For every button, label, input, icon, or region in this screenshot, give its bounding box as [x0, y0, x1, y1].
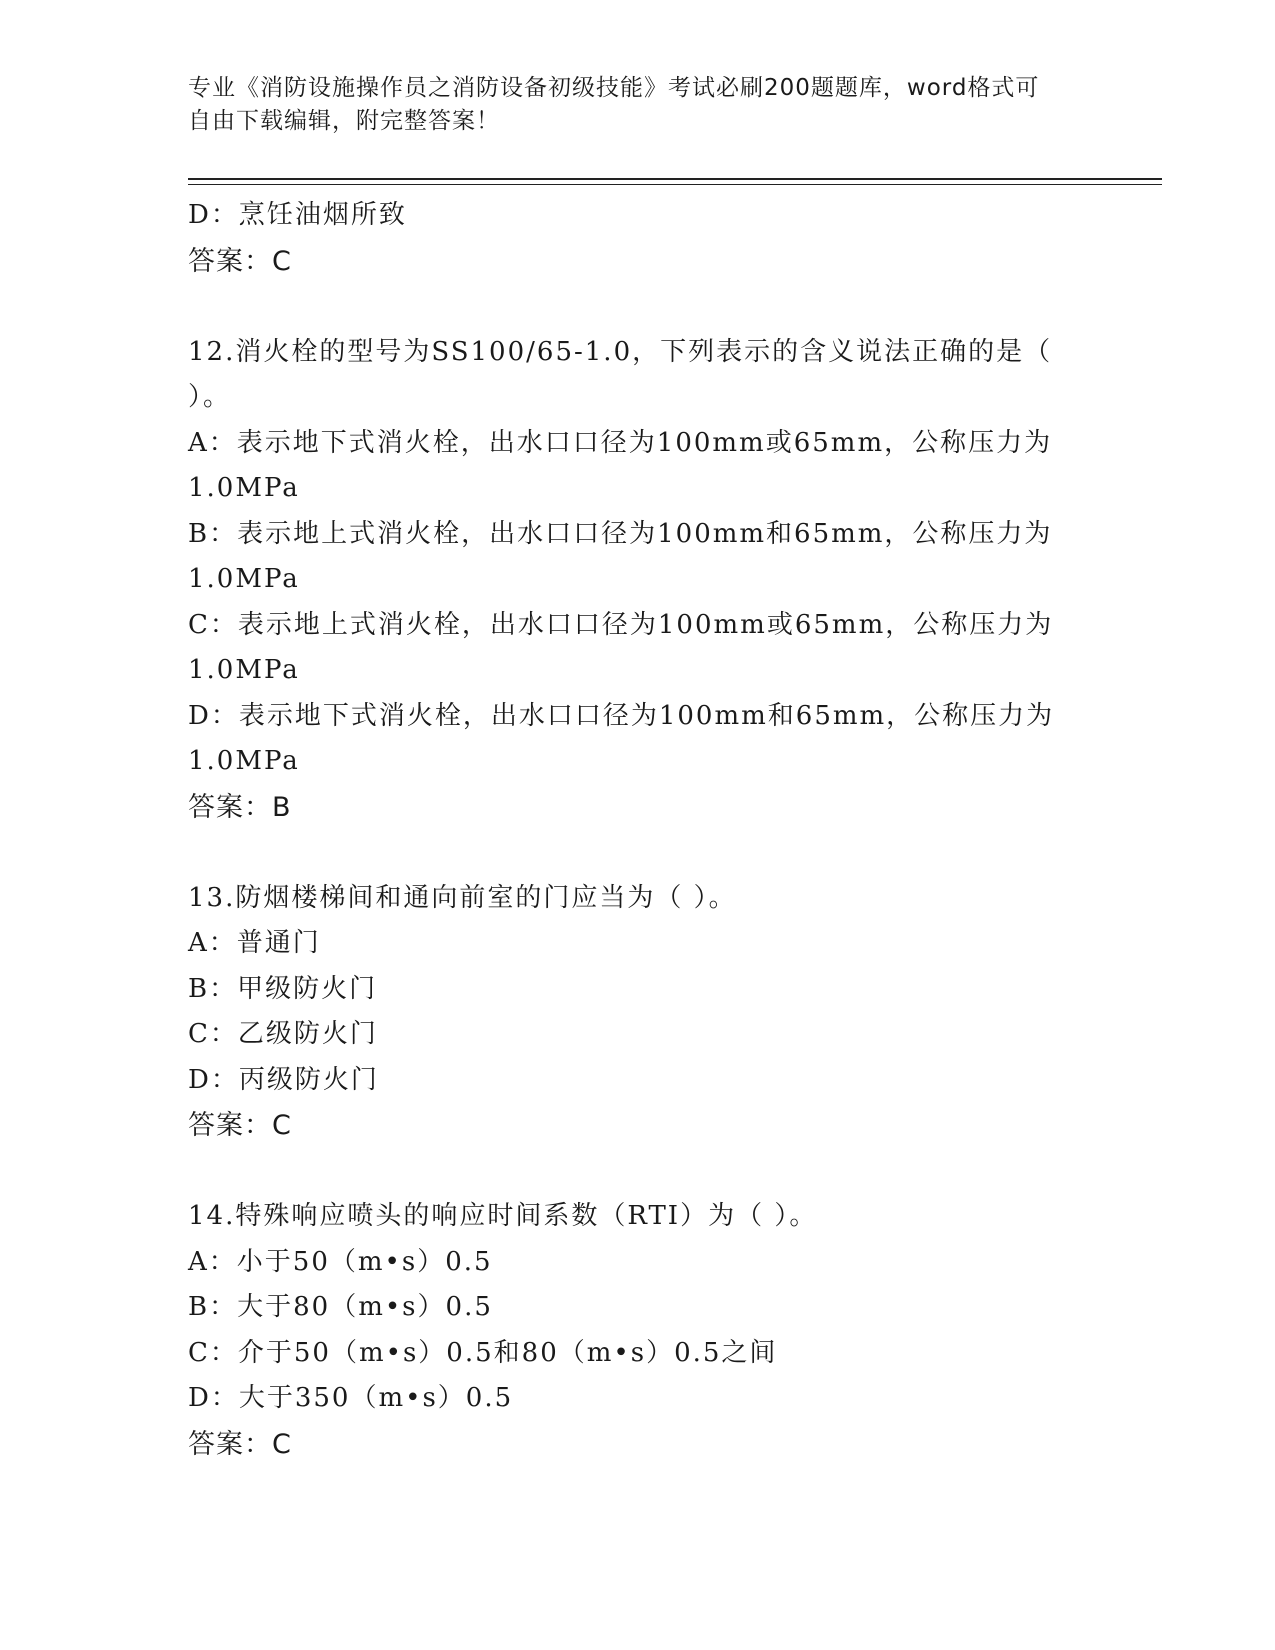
q13-answer: 答案：C: [188, 1110, 292, 1141]
q12-option-d-line-1: D：表示地下式消火栓，出水口口径为100mm和65mm，公称压力为: [188, 700, 1055, 731]
q13-stem: 13.防烟楼梯间和通向前室的门应当为（ ）。: [188, 882, 737, 913]
q13-option-d: D：丙级防火门: [188, 1064, 379, 1095]
header-divider-thin: [188, 184, 1162, 185]
q13-option-a: A：普通门: [188, 928, 321, 958]
q14-option-c: C：介于50（m•s）0.5和80（m•s）0.5之间: [188, 1337, 778, 1368]
spacer: [188, 284, 1088, 330]
question-14: [188, 1194, 1088, 1467]
q12-option-a-line-1: A：表示地下式消火栓，出水口口径为100mm或65mm，公称压力为: [188, 427, 1053, 458]
document-header: [188, 72, 1088, 138]
q14-stem: 14.特殊响应喷头的响应时间系数（RTI）为（ ）。: [188, 1201, 818, 1231]
question-12: [188, 330, 1088, 831]
q13-option-c: C：乙级防火门: [188, 1019, 378, 1049]
q11-option-d: D：烹饪油烟所致: [188, 200, 407, 230]
q11-answer: 答案：C: [188, 245, 292, 277]
q12-option-b-line-2: 1.0MPa: [188, 564, 300, 594]
q14-option-a: A：小于50（m•s）0.5: [188, 1246, 493, 1277]
header-line-2: 自由下载编辑，附完整答案！: [188, 108, 500, 134]
q14-answer: 答案：C: [188, 1428, 292, 1460]
q12-option-a-line-2: 1.0MPa: [188, 473, 300, 503]
header-line-1: 专业《消防设施操作员之消防设备初级技能》考试必刷200题题库，word格式可: [188, 75, 1040, 101]
spacer: [188, 1149, 1088, 1195]
question-13: [188, 876, 1088, 1149]
q12-stem-line-1: 12.消火栓的型号为SS100/65-1.0，下列表示的含义说法正确的是（: [188, 336, 1053, 367]
q12-option-c-line-1: C：表示地上式消火栓，出水口口径为100mm或65mm，公称压力为: [188, 609, 1054, 640]
q14-option-d: D：大于350（m•s）0.5: [188, 1383, 514, 1413]
q13-option-b: B：甲级防火门: [188, 973, 378, 1004]
q12-option-d-line-2: 1.0MPa: [188, 746, 300, 776]
q12-option-b-line-1: B：表示地上式消火栓，出水口口径为100mm和65mm，公称压力为: [188, 518, 1053, 549]
q12-stem-line-2: ）。: [188, 382, 232, 412]
q12-option-c-line-2: 1.0MPa: [188, 655, 300, 685]
q14-option-b: B：大于80（m•s）0.5: [188, 1292, 493, 1322]
header-divider-thick: [188, 178, 1162, 180]
q12-answer: 答案：B: [188, 791, 292, 823]
question-11-tail: [188, 193, 1088, 284]
spacer: [188, 830, 1088, 876]
document-body: [188, 193, 1088, 1467]
